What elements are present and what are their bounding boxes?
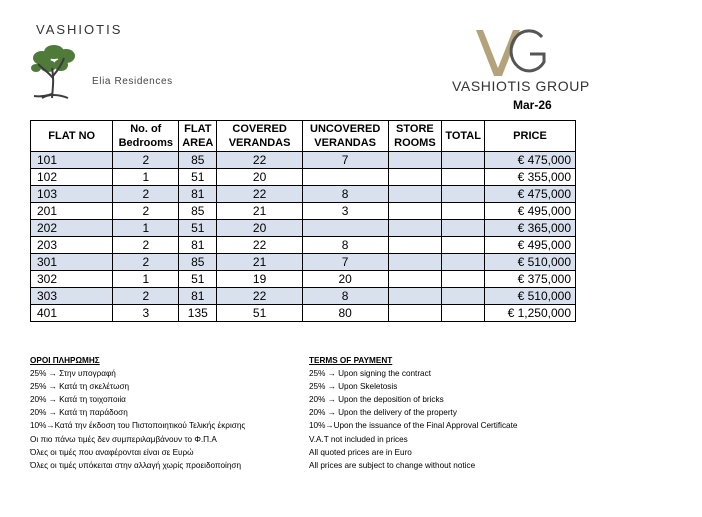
cell-area: 85 xyxy=(179,152,217,169)
cell-flat: 301 xyxy=(31,254,113,271)
cell-store xyxy=(388,305,442,322)
cell-bedrooms: 2 xyxy=(113,288,179,305)
cell-flat: 102 xyxy=(31,169,113,186)
table-header-row xyxy=(31,121,576,152)
cell-store xyxy=(388,203,442,220)
terms-line: Όλες οι τιμές υπόκειται στην αλλαγή χωρίς προειδοποίηση xyxy=(30,460,241,470)
cell-uncovered: 7 xyxy=(302,254,388,271)
cell-area: 51 xyxy=(179,220,217,237)
cell-covered: 19 xyxy=(217,271,302,288)
cell-price: € 475,000 xyxy=(484,152,575,169)
cell-price: € 365,000 xyxy=(484,220,575,237)
cell-area: 135 xyxy=(179,305,217,322)
cell-total xyxy=(442,203,485,220)
terms-line: 25% → Upon Skeletosis xyxy=(309,382,398,392)
cell-covered: 20 xyxy=(217,169,302,186)
cell-bedrooms: 2 xyxy=(113,254,179,271)
cell-area: 85 xyxy=(179,254,217,271)
table-row xyxy=(31,288,576,305)
cell-area: 85 xyxy=(179,203,217,220)
cell-bedrooms: 1 xyxy=(113,271,179,288)
cell-price: € 495,000 xyxy=(484,203,575,220)
col-header-uncovered-verandas: UNCOVERED VERANDAS xyxy=(302,121,388,152)
table-row xyxy=(31,169,576,186)
col-header-flat-no: FLAT NO xyxy=(31,121,113,152)
price-table xyxy=(30,120,576,322)
cell-covered: 22 xyxy=(217,152,302,169)
terms-line: 20% → Κατά τη παράδοση xyxy=(30,408,128,418)
cell-area: 51 xyxy=(179,169,217,186)
cell-total xyxy=(442,152,485,169)
cell-store xyxy=(388,186,442,203)
cell-covered: 22 xyxy=(217,288,302,305)
cell-total xyxy=(442,169,485,186)
terms-line: 25% → Στην υπογραφή xyxy=(30,369,116,379)
col-header-covered-verandas: COVERED VERANDAS xyxy=(217,121,302,152)
terms-line: Όλες οι τιμές που αναφέρονται είναι σε Ευρώ xyxy=(30,447,194,457)
cell-covered: 22 xyxy=(217,186,302,203)
cell-uncovered xyxy=(302,169,388,186)
cell-price: € 510,000 xyxy=(484,254,575,271)
vg-monogram-logo-icon xyxy=(474,28,548,78)
cell-total xyxy=(442,254,485,271)
terms-line: 20% → Κατά τη τοιχοποιία xyxy=(30,395,126,405)
cell-bedrooms: 2 xyxy=(113,152,179,169)
cell-flat: 103 xyxy=(31,186,113,203)
price-table-body xyxy=(31,152,576,322)
terms-line: 20% → Upon the delivery of the property xyxy=(309,408,457,418)
terms-line: All quoted prices are in Euro xyxy=(309,447,412,457)
cell-covered: 51 xyxy=(217,305,302,322)
cell-area: 81 xyxy=(179,288,217,305)
table-row xyxy=(31,237,576,254)
payment-terms-english xyxy=(309,354,579,472)
project-name: Elia Residences xyxy=(92,76,173,87)
cell-flat: 303 xyxy=(31,288,113,305)
cell-uncovered: 3 xyxy=(302,203,388,220)
terms-title-english: TERMS OF PAYMENT xyxy=(309,356,393,365)
cell-bedrooms: 1 xyxy=(113,169,179,186)
cell-covered: 21 xyxy=(217,203,302,220)
cell-flat: 101 xyxy=(31,152,113,169)
cell-total xyxy=(442,237,485,254)
brand-name: VASHIOTIS xyxy=(36,22,123,37)
col-header-total: TOTAL xyxy=(442,121,485,152)
cell-bedrooms: 2 xyxy=(113,203,179,220)
cell-total xyxy=(442,186,485,203)
cell-covered: 21 xyxy=(217,254,302,271)
cell-price: € 1,250,000 xyxy=(484,305,575,322)
table-row xyxy=(31,220,576,237)
cell-area: 81 xyxy=(179,237,217,254)
cell-bedrooms: 1 xyxy=(113,220,179,237)
cell-price: € 510,000 xyxy=(484,288,575,305)
cell-uncovered: 8 xyxy=(302,237,388,254)
cell-area: 51 xyxy=(179,271,217,288)
cell-price: € 375,000 xyxy=(484,271,575,288)
terms-line: 25% → Upon signing the contract xyxy=(309,369,431,379)
cell-price: € 475,000 xyxy=(484,186,575,203)
cell-price: € 355,000 xyxy=(484,169,575,186)
cell-bedrooms: 3 xyxy=(113,305,179,322)
terms-line: 25% → Κατά τη σκελέτωση xyxy=(30,382,130,392)
cell-total xyxy=(442,271,485,288)
cell-uncovered: 8 xyxy=(302,186,388,203)
price-list-date: Mar-26 xyxy=(513,98,552,112)
terms-line: All prices are subject to change without notice xyxy=(309,460,476,470)
cell-covered: 20 xyxy=(217,220,302,237)
terms-line: 10%→Upon the issuance of the Final Approval Certificate xyxy=(309,421,518,431)
cell-total xyxy=(442,288,485,305)
terms-line: 10%→Κατά την έκδοση του Πιστοποιητικού Τελικής έκρισης xyxy=(30,421,246,431)
table-row xyxy=(31,203,576,220)
cell-uncovered xyxy=(302,220,388,237)
cell-uncovered: 7 xyxy=(302,152,388,169)
terms-line: V.A.T not included in prices xyxy=(309,434,408,444)
olive-tree-logo-icon xyxy=(28,42,90,100)
terms-title-greek: ΟΡΟΙ ΠΛΗΡΩΜΗΣ xyxy=(30,356,100,365)
group-name: VASHIOTIS GROUP xyxy=(452,78,590,94)
cell-flat: 202 xyxy=(31,220,113,237)
cell-store xyxy=(388,288,442,305)
table-row xyxy=(31,152,576,169)
table-row xyxy=(31,186,576,203)
cell-uncovered: 20 xyxy=(302,271,388,288)
col-header-bedrooms: No. of Bedrooms xyxy=(113,121,179,152)
table-row xyxy=(31,305,576,322)
cell-store xyxy=(388,271,442,288)
cell-bedrooms: 2 xyxy=(113,186,179,203)
col-header-price: PRICE xyxy=(484,121,575,152)
cell-flat: 401 xyxy=(31,305,113,322)
cell-flat: 201 xyxy=(31,203,113,220)
cell-flat: 203 xyxy=(31,237,113,254)
cell-uncovered: 8 xyxy=(302,288,388,305)
cell-store xyxy=(388,237,442,254)
cell-area: 81 xyxy=(179,186,217,203)
cell-total xyxy=(442,220,485,237)
terms-line: Οι πιο πάνω τιμές δεν συμπεριλαμβάνουν το Φ.Π.Α xyxy=(30,434,217,444)
col-header-flat-area: FLAT AREA xyxy=(179,121,217,152)
cell-store xyxy=(388,152,442,169)
cell-store xyxy=(388,220,442,237)
cell-total xyxy=(442,305,485,322)
cell-store xyxy=(388,169,442,186)
cell-uncovered: 80 xyxy=(302,305,388,322)
cell-flat: 302 xyxy=(31,271,113,288)
cell-price: € 495,000 xyxy=(484,237,575,254)
col-header-store-rooms: STORE ROOMS xyxy=(388,121,442,152)
payment-terms-greek xyxy=(30,354,290,472)
table-row xyxy=(31,271,576,288)
cell-bedrooms: 2 xyxy=(113,237,179,254)
table-row xyxy=(31,254,576,271)
terms-line: 20% → Upon the deposition of bricks xyxy=(309,395,444,405)
cell-covered: 22 xyxy=(217,237,302,254)
cell-store xyxy=(388,254,442,271)
